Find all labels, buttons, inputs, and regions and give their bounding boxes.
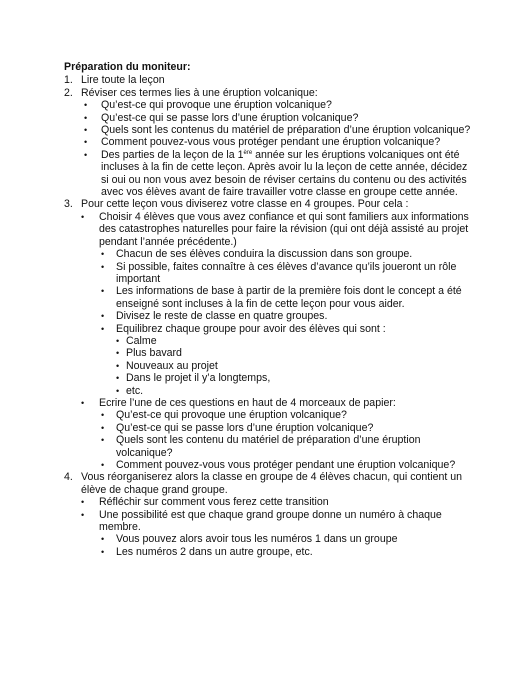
bullet-list (99, 533, 474, 558)
bullet-text: Chacun de ses élèves conduira la discussion dans son groupe. (116, 248, 413, 261)
bullet-text-post: année sur les éruptions volcaniques ont été incluses à la fin de cette leçon. Après avoir lu la leçon de cette année, décidez si oui ou non vous avez besoin de réviser certains du contenu ou des activités avec vos élèves avant de faire travailler votre classe en groupe cette année. (101, 148, 468, 199)
list-item (99, 310, 474, 322)
bullet-text: Divisez le reste de classe en quatre groupes. (116, 310, 328, 323)
bullet-text: Vous pouvez alors avoir tous les numéros 1 dans un groupe (116, 533, 398, 546)
bullet-icon: • (101, 323, 105, 334)
bullet-icon: • (116, 360, 120, 371)
bullet-icon: • (101, 249, 105, 260)
superscript: ère (243, 149, 253, 156)
bullet-icon: • (81, 211, 85, 222)
bullet-text: Nouveaux au projet (126, 359, 218, 372)
bullet-list (99, 409, 474, 471)
document-page (64, 61, 474, 558)
bullet-list (116, 335, 474, 397)
list-item (99, 434, 474, 459)
bullet-text: Quels sont les contenu du matériel de préparation d’une éruption volcanique? (116, 434, 421, 459)
list-item (81, 149, 474, 199)
bullet-icon: • (116, 373, 120, 384)
list-item (116, 360, 474, 372)
bullet-icon: • (101, 460, 105, 470)
bullet-icon: • (101, 534, 105, 545)
list-item-1 (64, 74, 474, 86)
list-item (99, 533, 474, 545)
list-item (81, 509, 474, 559)
bullet-icon: • (101, 546, 105, 557)
list-item (81, 496, 474, 508)
bullet-icon: • (84, 125, 88, 136)
list-item (116, 347, 474, 359)
item-number: 1. (64, 74, 73, 87)
bullet-text: Equilibrez chaque groupe pour avoir des élèves qui sont : (116, 322, 386, 335)
bullet-text: Comment pouvez-vous vous protéger pendant une éruption volcanique? (116, 459, 456, 471)
bullet-list (81, 211, 474, 472)
list-item (81, 211, 474, 397)
bullet-text: Qu’est-ce qui provoque une éruption volcanique? (101, 99, 332, 112)
bullet-icon: • (101, 311, 105, 322)
bullet-text: Réfléchir sur comment vous ferez cette transition (99, 496, 329, 509)
bullet-text: Ecrire l’une de ces questions en haut de 4 morceaux de papier: (99, 396, 396, 409)
item-text: Lire toute la leçon (81, 74, 165, 87)
bullet-icon: • (101, 286, 105, 297)
main-list (64, 74, 474, 558)
list-item (81, 112, 474, 124)
bullet-text: Qu’est-ce qui se passe lors d’une éruption volcanique? (116, 421, 374, 434)
bullet-text: Si possible, faites connaître à ces élèves d’avance qu’ils joueront un rôle important (116, 260, 457, 285)
list-item (99, 323, 474, 397)
list-item (99, 285, 474, 310)
list-item (116, 335, 474, 347)
list-item-4 (64, 471, 474, 558)
list-item (99, 546, 474, 558)
bullet-icon: • (81, 497, 85, 508)
bullet-icon: • (116, 348, 120, 359)
bullet-text: etc. (126, 384, 144, 397)
section-title: Préparation du moniteur: (64, 61, 191, 73)
bullet-icon: • (84, 100, 88, 111)
bullet-icon: • (116, 385, 120, 396)
bullet-icon: • (81, 509, 85, 520)
item-number: 4. (64, 471, 73, 484)
list-item (81, 136, 474, 148)
list-item (99, 422, 474, 434)
list-item-3 (64, 198, 474, 471)
bullet-icon: • (101, 261, 105, 272)
bullet-text: Qu’est-ce qui se passe lors d’une éruption volcanique? (101, 111, 359, 124)
item-text: Réviser ces termes lies à une éruption volcanique: (81, 86, 318, 99)
list-item (99, 459, 474, 471)
item-text: Vous réorganiserez alors la classe en groupe de 4 élèves chacun, qui contient un élève de chaque grand groupe. (81, 471, 463, 496)
list-item (81, 99, 474, 111)
bullet-icon: • (101, 422, 105, 433)
item-text: Pour cette leçon vous diviserez votre classe en 4 groupes. Pour cela : (81, 198, 409, 211)
list-item (81, 397, 474, 471)
list-item (99, 248, 474, 260)
bullet-list (99, 248, 474, 397)
bullet-text: Plus bavard (126, 347, 182, 360)
bullet-text: Choisir 4 élèves que vous avez confiance et qui sont familiers aux informations des catastrophes naturelles pour faire la révision (qui ont déjà assisté au projet pendant l’année précédente.) (99, 210, 469, 248)
list-item (99, 261, 474, 286)
bullet-icon: • (81, 397, 85, 408)
bullet-text: Quels sont les contenus du matériel de préparation d’une éruption volcanique? (101, 124, 471, 137)
list-item (81, 124, 474, 136)
list-item-2 (64, 87, 474, 199)
bullet-text-pre: Des parties de la leçon de la 1 (101, 148, 244, 161)
bullet-icon: • (101, 410, 105, 421)
list-item (99, 409, 474, 421)
bullet-icon: • (116, 335, 120, 346)
list-item (116, 372, 474, 384)
bullet-icon: • (84, 137, 88, 148)
item-number: 3. (64, 198, 73, 211)
bullet-list (81, 99, 474, 198)
bullet-text: Qu’est-ce qui provoque une éruption volcanique? (116, 409, 347, 422)
list-item (116, 385, 474, 397)
bullet-text: Calme (126, 334, 157, 347)
bullet-text: Les informations de base à partir de la première fois dont le concept a été enseigné sont incluses à la fin de cette leçon pour vous aider. (116, 285, 462, 310)
item-number: 2. (64, 86, 73, 99)
bullet-text: Une possibilité est que chaque grand groupe donne un numéro à chaque membre. (99, 508, 442, 534)
bullet-text: Les numéros 2 dans un autre groupe, etc. (116, 545, 313, 558)
bullet-icon: • (101, 435, 105, 446)
bullet-text: Dans le projet il y’a longtemps, (126, 372, 271, 385)
bullet-icon: • (84, 112, 88, 123)
bullet-icon: • (84, 149, 88, 160)
bullet-text: Comment pouvez-vous vous protéger pendant une éruption volcanique? (101, 136, 441, 149)
bullet-list (81, 496, 474, 558)
